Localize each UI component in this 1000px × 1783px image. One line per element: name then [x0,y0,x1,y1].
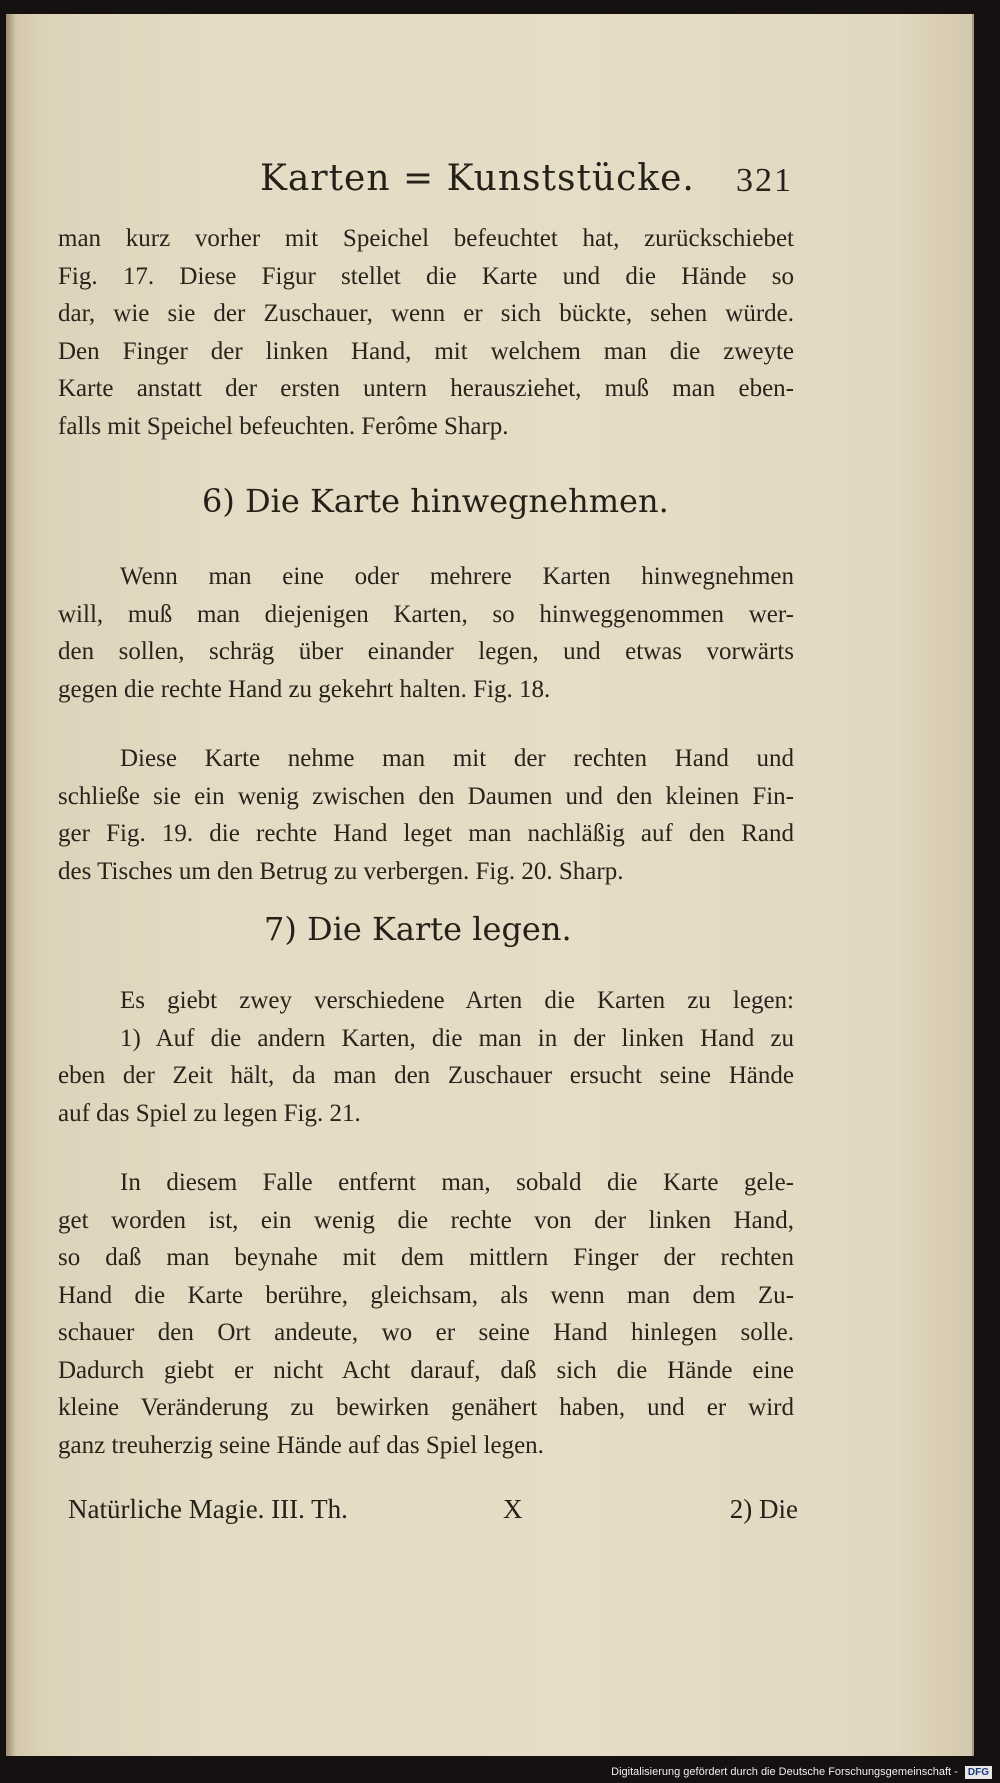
text-line: Fig. 17. Diese Figur stellet die Karte und die Hände so [58,262,794,290]
section-heading-6: 6) Die Karte hinwegnehmen. [202,482,669,520]
text-line: Karte anstatt der ersten untern herausziehet, muß man eben- [58,375,794,402]
text-line: get worden ist, ein wenig die rechte von der linken Hand, [58,1206,794,1234]
book-page [6,14,974,1756]
sheet-mark: X [503,1494,523,1524]
text-line: falls mit Speichel befeuchten. Ferôme Sharp. [58,412,509,440]
text-line: gegen die rechte Hand zu gekehrt halten. Fig. 18. [58,675,551,703]
text-line: dar, wie sie der Zuschauer, wenn er sich bückte, sehen würde. [58,300,794,327]
text-line: auf das Spiel zu legen Fig. 21. [58,1099,361,1127]
dfg-logo-icon: DFG [965,1766,992,1779]
page-header [6,140,972,204]
section-heading-7: 7) Die Karte legen. [264,910,572,948]
text-line: ganz treuherzig seine Hände auf das Spiel legen. [58,1431,544,1459]
paragraph-case [58,1164,794,1464]
catchword: 2) Die [729,1494,798,1524]
text-line: Hand die Karte berühre, gleichsam, als wenn man dem Zu- [58,1281,794,1309]
scan-credit-text: Digitalisierung gefördert durch die Deutsche Forschungsgemeinschaft - [611,1766,958,1778]
text-line: Dadurch giebt er nicht Acht darauf, daß sich die Hände eine [58,1356,794,1384]
text-line: kleine Veränderung zu bewirken genähert haben, und er wird [58,1394,794,1421]
paragraph-remove-card [58,558,794,708]
page-number: 321 [736,162,793,199]
text-line: schließe sie ein wenig zwischen den Daumen und den kleinen Fin- [58,782,794,810]
paragraph-continuation [58,220,794,445]
page-footer [68,1494,798,1538]
text-line: des Tisches um den Betrug zu verbergen. Fig. 20. Sharp. [58,857,624,885]
text-line: den sollen, schräg über einander legen, und etwas vorwärts [58,638,794,665]
text-line: eben der Zeit hält, da man den Zuschauer ersucht seine Hände [58,1062,794,1089]
text-line: 1) Auf die andern Karten, die man in der linken Hand zu [120,1024,794,1052]
text-line: schauer den Ort andeute, wo er seine Hand hinlegen solle. [58,1319,794,1346]
text-line: man kurz vorher mit Speichel befeuchtet hat, zurückschiebet [58,225,794,252]
text-line: Den Finger der linken Hand, mit welchem man die zweyte [58,337,794,365]
text-line: ger Fig. 19. die rechte Hand leget man nachläßig auf den Rand [58,820,794,847]
text-line: Diese Karte nehme man mit der rechten Hand und [120,745,794,772]
signature-line: Natürliche Magie. III. Th. [68,1494,348,1524]
paragraph-take-card [58,740,794,890]
text-line: so daß man beynahe mit dem mittlern Finger der rechten [58,1244,794,1271]
text-line: Wenn man eine oder mehrere Karten hinwegnehmen [120,563,794,590]
scan-credit [611,1766,992,1779]
text-line: In diesem Falle entfernt man, sobald die Karte gele- [120,1169,794,1196]
paragraph-lay-card [58,982,794,1132]
running-title: Karten = Kunststücke. [260,158,695,199]
text-line: will, muß man diejenigen Karten, so hinweggenommen wer- [58,600,794,628]
text-line: Es giebt zwey verschiedene Arten die Karten zu legen: [120,987,794,1014]
